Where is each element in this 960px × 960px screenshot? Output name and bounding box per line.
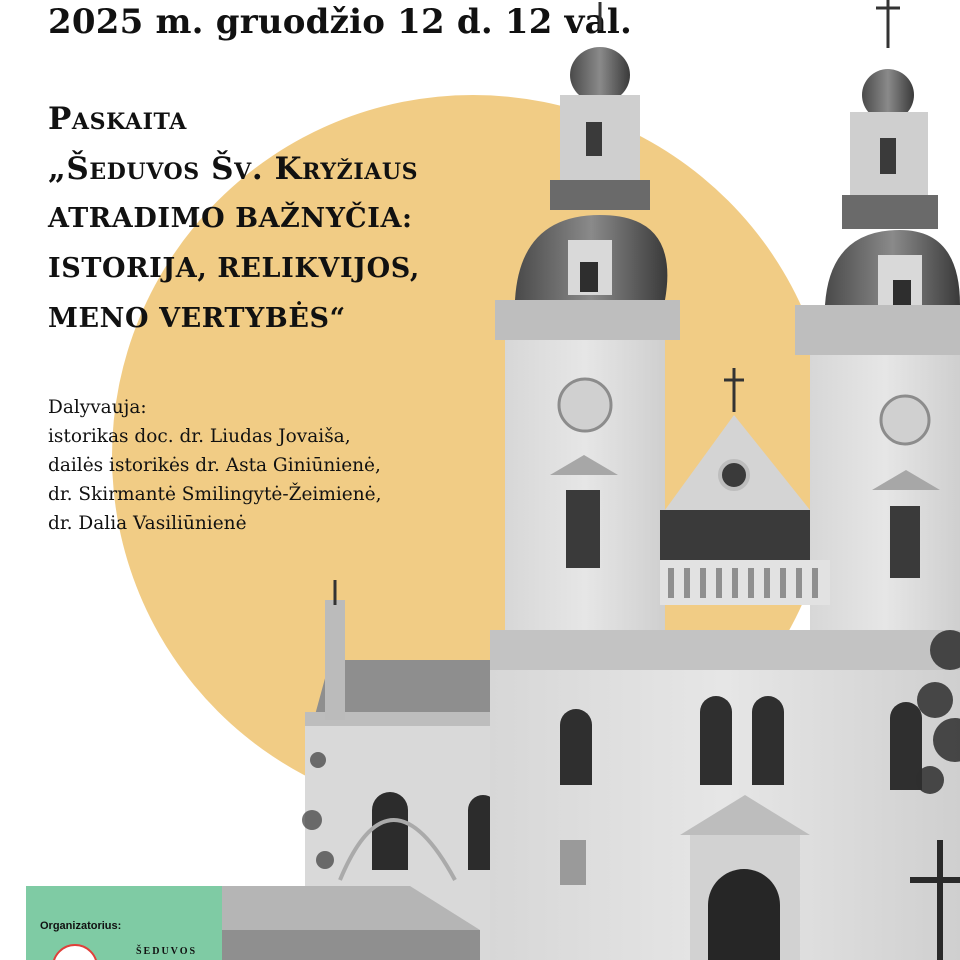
organizer-name: ŠEDUVOS bbox=[136, 946, 198, 957]
church-tower-left bbox=[495, 2, 680, 640]
participants-heading: Dalyvauja: bbox=[48, 397, 147, 418]
participant-line: dr. Dalia Vasiliūnienė bbox=[48, 513, 247, 534]
participant-line: dr. Skirmantė Smilingytė-Žeimienė, bbox=[48, 484, 382, 505]
participant-line: dailės istorikės dr. Asta Giniūnienė, bbox=[48, 455, 381, 476]
event-date: 2025 m. gruodžio 12 d. 12 val. bbox=[48, 2, 632, 42]
participant-line: istorikas doc. dr. Liudas Jovaiša, bbox=[48, 426, 351, 447]
lecture-title-line: Paskaita bbox=[48, 101, 187, 137]
lecture-title-line: ATRADIMO BAŽNYČIA: bbox=[48, 203, 413, 234]
lecture-title-line: MENO VERTYBĖS“ bbox=[48, 303, 346, 334]
church-facade-lower bbox=[490, 630, 960, 960]
organizer-label: Organizatorius: bbox=[40, 920, 122, 932]
church-central-gable bbox=[660, 368, 830, 605]
church-tower-right bbox=[795, 0, 960, 640]
organizer-box bbox=[26, 886, 222, 960]
lecture-title-line: „Šeduvos Šv. Kryžiaus bbox=[48, 151, 419, 187]
lecture-title-line: ISTORIJA, RELIKVIJOS, bbox=[48, 253, 420, 284]
organizer-logo bbox=[52, 944, 98, 960]
